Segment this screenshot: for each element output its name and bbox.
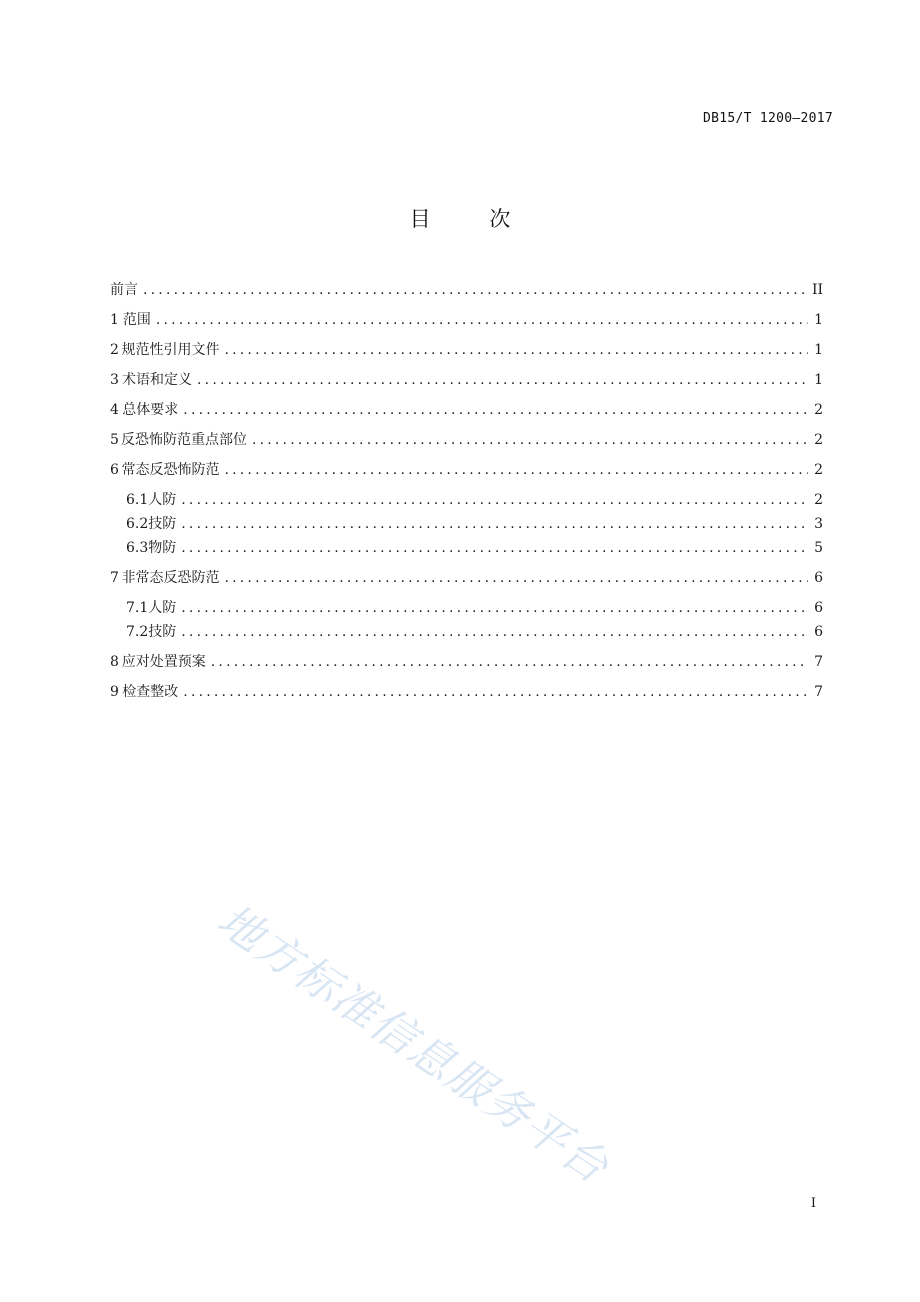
dot-leader (181, 492, 808, 508)
toc-entry-6[interactable] (110, 459, 823, 479)
toc-entry-label: 检查整改 (122, 684, 179, 700)
toc-entry-page: 2 (814, 432, 823, 448)
toc-entry-6-3[interactable] (126, 537, 823, 557)
toc-entry-9[interactable] (110, 681, 823, 701)
toc-entry-label: 反恐怖防范重点部位 (120, 432, 247, 448)
toc-entry-number: 5 (110, 432, 119, 448)
toc-entry-7-1[interactable] (126, 597, 823, 617)
toc-entry-number: 6.3 (126, 540, 149, 556)
toc-entry-page: 3 (814, 516, 823, 532)
toc-entry-page: 5 (814, 540, 823, 556)
toc-entry-page: 6 (814, 570, 823, 586)
toc-entry-page: 7 (814, 654, 823, 670)
dot-leader (211, 654, 808, 670)
toc-entry-label: 总体要求 (122, 402, 179, 418)
dot-leader (143, 282, 806, 298)
toc-entry-label: 规范性引用文件 (121, 342, 220, 358)
toc-entry-number: 7.1 (126, 600, 149, 616)
dot-leader (224, 462, 808, 478)
toc-entry-label: 非常态反恐防范 (121, 570, 220, 586)
toc-entry-6-1[interactable] (126, 489, 823, 509)
toc-entry-label: 常态反恐怖防范 (121, 462, 220, 478)
toc-entry-preface[interactable] (110, 279, 823, 299)
toc-entry-number: 6.2 (126, 516, 149, 532)
toc-entry-page: 1 (814, 312, 823, 328)
toc-entry-4[interactable] (110, 399, 823, 419)
toc-entry-3[interactable] (110, 369, 823, 389)
toc-entry-number: 2 (110, 342, 119, 358)
toc-entry-page: 2 (814, 402, 823, 418)
toc-entry-number: 7 (110, 570, 119, 586)
toc-entry-label: 技防 (148, 624, 177, 640)
toc-entry-page: 6 (814, 600, 823, 616)
page-number: I (810, 1196, 816, 1211)
toc-entry-page: 6 (814, 624, 823, 640)
toc-entry-number: 7.2 (126, 624, 149, 640)
watermark: 地方标准信息服务平台 (208, 894, 619, 1195)
toc-entry-number: 9 (110, 684, 119, 700)
dot-leader (181, 600, 808, 616)
toc-entry-5[interactable] (110, 429, 823, 449)
toc-entry-number: 8 (110, 654, 119, 670)
toc-entry-2[interactable] (110, 339, 823, 359)
toc-entry-page: 2 (814, 492, 823, 508)
toc-entry-number: 6.1 (126, 492, 149, 508)
dot-leader (197, 372, 808, 388)
toc-entry-7[interactable] (110, 567, 823, 587)
dot-leader (181, 540, 808, 556)
dot-leader (252, 432, 808, 448)
dot-leader (181, 624, 808, 640)
toc-entry-label: 物防 (148, 540, 177, 556)
toc-entry-number: 6 (110, 462, 119, 478)
toc-entry-1[interactable] (110, 309, 823, 329)
toc-entry-page: 2 (814, 462, 823, 478)
dot-leader (181, 516, 808, 532)
toc-entry-label: 人防 (148, 492, 177, 508)
standard-code: DB15/T 1200—2017 (702, 111, 833, 126)
toc-entry-number: 3 (110, 372, 119, 388)
toc-entry-6-2[interactable] (126, 513, 823, 533)
toc-entry-number: 1 (110, 312, 119, 328)
toc-title: 目 次 (409, 207, 537, 231)
toc-entry-page: 1 (814, 372, 823, 388)
dot-leader (183, 402, 808, 418)
toc-entry-7-2[interactable] (126, 621, 823, 641)
dot-leader (224, 342, 808, 358)
toc-entry-8[interactable] (110, 651, 823, 671)
dot-leader (224, 570, 808, 586)
toc-entry-number: 4 (110, 402, 119, 418)
toc-entry-label: 人防 (148, 600, 177, 616)
toc-entry-label: 技防 (148, 516, 177, 532)
toc-entry-label: 术语和定义 (122, 372, 193, 388)
toc-entry-page: 7 (814, 684, 823, 700)
toc-entry-label: 应对处置预案 (121, 654, 206, 670)
toc-entry-page: II (811, 282, 823, 298)
toc-entry-label: 范围 (122, 312, 151, 328)
toc-entry-page: 1 (814, 342, 823, 358)
dot-leader (183, 684, 808, 700)
toc-entry-label: 前言 (110, 282, 138, 298)
dot-leader (156, 312, 808, 328)
